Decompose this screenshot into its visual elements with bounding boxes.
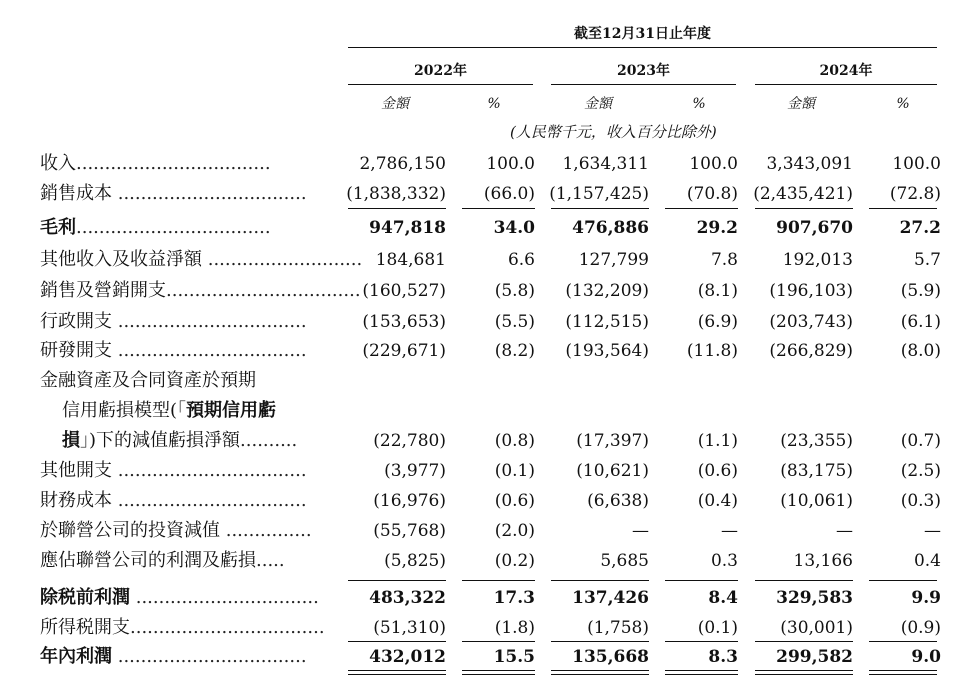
cell-pct-2023: (0.1) xyxy=(697,618,738,638)
cell-pct-2023: (0.4) xyxy=(697,491,738,511)
row-label-gross-profit: 毛利.................................. xyxy=(40,217,271,238)
total-double-rule xyxy=(462,670,535,671)
year-rule-2023 xyxy=(551,84,736,85)
total-double-rule xyxy=(869,674,937,675)
year-rule-2024 xyxy=(755,84,937,85)
col-amount-2022: 金額 xyxy=(381,96,409,112)
subtotal-rule xyxy=(462,580,535,581)
cell-amount-2024: 299,582 xyxy=(776,647,853,667)
year-rule-2022 xyxy=(348,84,533,85)
subtotal-rule xyxy=(665,580,738,581)
subtotal-rule xyxy=(462,641,535,642)
subtotal-rule xyxy=(551,580,649,581)
cell-amount-2022: (16,976) xyxy=(373,491,446,511)
cell-pct-2022: (5.5) xyxy=(494,312,535,332)
cell-pct-2023: 8.4 xyxy=(708,588,738,608)
subtotal-rule xyxy=(551,208,649,209)
cell-pct-2023: (1.1) xyxy=(697,431,738,451)
cell-amount-2023: 5,685 xyxy=(600,551,649,571)
cell-pct-2022: 6.6 xyxy=(507,250,535,270)
cell-pct-2022: (0.1) xyxy=(494,461,535,481)
cell-pct-2022: (0.6) xyxy=(494,491,535,511)
cell-amount-2023: (6,638) xyxy=(587,491,649,511)
cell-pct-2023: 100.0 xyxy=(689,154,738,174)
row-label-selling-expenses: 銷售及營銷開支.................................. xyxy=(40,280,361,301)
row-label-other-expenses: 其他開支 ................................. xyxy=(40,460,307,481)
total-double-rule xyxy=(869,670,937,671)
cell-amount-2023: (112,515) xyxy=(565,312,649,332)
cell-amount-2023: 127,799 xyxy=(578,250,649,270)
cell-amount-2022: 2,786,150 xyxy=(359,154,446,174)
total-double-rule xyxy=(755,674,853,675)
row-label-income-tax: 所得税開支.................................. xyxy=(40,617,325,638)
row-label-revenue: 收入.................................. xyxy=(40,153,271,174)
cell-pct-2022: (0.8) xyxy=(494,431,535,451)
cell-pct-2023: (70.8) xyxy=(686,184,738,204)
cell-pct-2023: (0.6) xyxy=(697,461,738,481)
cell-amount-2023: — xyxy=(632,521,649,541)
row-label-associate-impairment: 於聯營公司的投資減值 ............... xyxy=(40,520,312,541)
subtotal-rule xyxy=(755,208,853,209)
cell-pct-2024: 9.9 xyxy=(911,588,941,608)
cell-amount-2022: (22,780) xyxy=(373,431,446,451)
col-pct-2023: % xyxy=(692,96,706,112)
subtotal-rule xyxy=(348,580,446,581)
cell-pct-2022: 100.0 xyxy=(486,154,535,174)
row-label-impairment-line2: 信用虧損模型(「預期信用虧 xyxy=(62,400,277,421)
cell-amount-2024: (10,061) xyxy=(780,491,853,511)
subtotal-rule xyxy=(551,641,649,642)
cell-pct-2024: (8.0) xyxy=(900,341,941,361)
cell-pct-2024: (6.1) xyxy=(900,312,941,332)
cell-amount-2024: 13,166 xyxy=(793,551,853,571)
cell-pct-2023: 7.8 xyxy=(710,250,738,270)
cell-pct-2024: 5.7 xyxy=(913,250,941,270)
cell-amount-2022: (3,977) xyxy=(384,461,446,481)
cell-amount-2022: (1,838,332) xyxy=(346,184,446,204)
cell-pct-2022: 15.5 xyxy=(493,647,535,667)
cell-amount-2023: (17,397) xyxy=(576,431,649,451)
subtotal-rule xyxy=(348,208,446,209)
cell-pct-2024: (2.5) xyxy=(900,461,941,481)
cell-amount-2022: (51,310) xyxy=(373,618,446,638)
cell-amount-2022: (153,653) xyxy=(362,312,446,332)
cell-amount-2022: (229,671) xyxy=(362,341,446,361)
cell-amount-2024: (196,103) xyxy=(769,281,853,301)
cell-pct-2024: 27.2 xyxy=(899,218,941,238)
subtotal-rule xyxy=(869,580,937,581)
cell-pct-2022: (0.2) xyxy=(494,551,535,571)
year-header-2024: 2024年 xyxy=(819,63,873,79)
cell-pct-2024: (0.9) xyxy=(900,618,941,638)
total-double-rule xyxy=(665,670,738,671)
cell-amount-2023: 135,668 xyxy=(572,647,649,667)
cell-pct-2022: (5.8) xyxy=(494,281,535,301)
cell-amount-2024: (23,355) xyxy=(780,431,853,451)
cell-pct-2024: (5.9) xyxy=(900,281,941,301)
row-label-impairment-line3: 損」)下的減值虧損淨額.......... xyxy=(62,430,298,451)
cell-amount-2024: (83,175) xyxy=(780,461,853,481)
subtotal-rule xyxy=(462,208,535,209)
cell-amount-2023: (10,621) xyxy=(576,461,649,481)
cell-pct-2024: 100.0 xyxy=(892,154,941,174)
cell-amount-2024: 329,583 xyxy=(776,588,853,608)
cell-pct-2023: (6.9) xyxy=(697,312,738,332)
cell-amount-2024: 192,013 xyxy=(782,250,853,270)
cell-amount-2024: (2,435,421) xyxy=(753,184,853,204)
row-label-other-income: 其他收入及收益淨額 ........................... xyxy=(40,249,363,270)
col-pct-2022: % xyxy=(487,96,501,112)
total-double-rule xyxy=(551,674,649,675)
cell-pct-2023: 0.3 xyxy=(710,551,738,571)
cell-amount-2023: (1,157,425) xyxy=(549,184,649,204)
cell-pct-2023: 8.3 xyxy=(708,647,738,667)
cell-pct-2022: (8.2) xyxy=(494,341,535,361)
cell-amount-2023: 476,886 xyxy=(572,218,649,238)
cell-pct-2024: (0.3) xyxy=(900,491,941,511)
period-rule xyxy=(348,47,937,48)
row-label-cost-of-sales: 銷售成本 ................................. xyxy=(40,183,307,204)
row-label-finance-costs: 財務成本 ................................. xyxy=(40,490,307,511)
row-label-rd-expenses: 研發開支 ................................. xyxy=(40,340,307,361)
cell-amount-2024: (266,829) xyxy=(769,341,853,361)
unit-note: (人民幣千元，收入百分比除外) xyxy=(510,123,717,141)
row-label-share-of-associates: 應佔聯營公司的利潤及虧損..... xyxy=(40,550,285,571)
row-label-impairment-line1: 金融資產及合同資產於預期 xyxy=(40,370,256,391)
cell-amount-2022: (55,768) xyxy=(373,521,446,541)
total-double-rule xyxy=(755,670,853,671)
cell-pct-2024: (72.8) xyxy=(889,184,941,204)
cell-amount-2024: — xyxy=(836,521,853,541)
cell-amount-2023: (1,758) xyxy=(587,618,649,638)
year-header-2022: 2022年 xyxy=(414,63,467,79)
cell-pct-2023: (11.8) xyxy=(686,341,738,361)
total-double-rule xyxy=(665,674,738,675)
cell-pct-2023: 29.2 xyxy=(696,218,738,238)
subtotal-rule xyxy=(869,641,937,642)
cell-amount-2022: (160,527) xyxy=(362,281,446,301)
cell-amount-2023: (193,564) xyxy=(565,341,649,361)
cell-pct-2022: 34.0 xyxy=(493,218,535,238)
cell-pct-2022: (1.8) xyxy=(494,618,535,638)
subtotal-rule xyxy=(665,208,738,209)
cell-pct-2024: — xyxy=(924,521,941,541)
cell-amount-2023: (132,209) xyxy=(565,281,649,301)
cell-pct-2023: — xyxy=(721,521,738,541)
row-label-profit-before-tax: 除税前利潤 ................................ xyxy=(40,587,319,608)
cell-pct-2024: 9.0 xyxy=(911,647,941,667)
cell-amount-2022: 947,818 xyxy=(369,218,446,238)
cell-pct-2024: 0.4 xyxy=(913,551,941,571)
cell-amount-2022: (5,825) xyxy=(384,551,446,571)
subtotal-rule xyxy=(755,641,853,642)
subtotal-rule xyxy=(665,641,738,642)
col-pct-2024: % xyxy=(896,96,910,112)
cell-amount-2024: (30,001) xyxy=(780,618,853,638)
subtotal-rule xyxy=(755,580,853,581)
cell-amount-2024: 3,343,091 xyxy=(766,154,853,174)
cell-amount-2022: 432,012 xyxy=(369,647,446,667)
year-header-2023: 2023年 xyxy=(617,63,670,79)
row-label-profit-for-year: 年內利潤 ................................. xyxy=(40,646,307,667)
cell-amount-2022: 483,322 xyxy=(369,588,446,608)
cell-pct-2022: 17.3 xyxy=(493,588,535,608)
cell-pct-2023: (8.1) xyxy=(697,281,738,301)
total-double-rule xyxy=(462,674,535,675)
cell-pct-2022: (2.0) xyxy=(494,521,535,541)
total-double-rule xyxy=(551,670,649,671)
col-amount-2024: 金額 xyxy=(787,96,815,112)
total-double-rule xyxy=(348,674,446,675)
subtotal-rule xyxy=(348,641,446,642)
period-header: 截至12月31日止年度 xyxy=(574,26,711,42)
col-amount-2023: 金額 xyxy=(584,96,612,112)
cell-pct-2022: (66.0) xyxy=(483,184,535,204)
cell-amount-2022: 184,681 xyxy=(375,250,446,270)
subtotal-rule xyxy=(869,208,937,209)
total-double-rule xyxy=(348,670,446,671)
cell-amount-2023: 137,426 xyxy=(572,588,649,608)
cell-amount-2023: 1,634,311 xyxy=(562,154,649,174)
cell-amount-2024: (203,743) xyxy=(769,312,853,332)
cell-pct-2024: (0.7) xyxy=(900,431,941,451)
cell-amount-2024: 907,670 xyxy=(776,218,853,238)
row-label-admin-expenses: 行政開支 ................................. xyxy=(40,311,307,332)
